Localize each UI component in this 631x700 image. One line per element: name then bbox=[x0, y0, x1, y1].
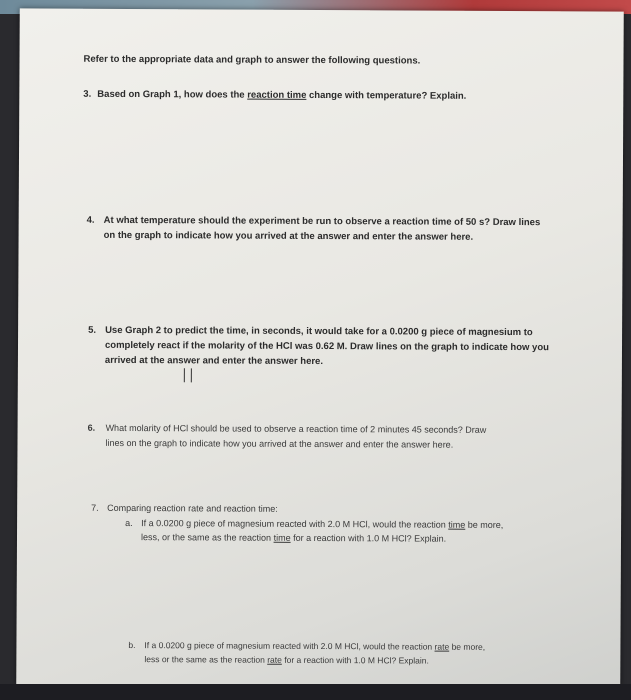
question-7b-line-1 bbox=[144, 639, 485, 654]
q7b-l1-underlined: rate bbox=[434, 641, 450, 652]
question-7a-line-2 bbox=[141, 531, 446, 546]
question-6-line-1: What molarity of HCl should be used to observe a reaction time of 2 minutes 45 seconds? Draw bbox=[105, 422, 487, 435]
q7b-l1-pre: If a 0.0200 g piece of magnesium reacted with 2.0 M HCl, would the reaction bbox=[144, 640, 433, 652]
intro-text: Refer to the appropriate data and graph to answer the following questions. bbox=[83, 53, 421, 67]
question-7b-line-2 bbox=[144, 653, 429, 667]
bottom-dark-edge bbox=[0, 684, 631, 700]
q7a-l1-post: be more, bbox=[467, 519, 504, 530]
question-3-text bbox=[97, 88, 466, 103]
question-7a-line-1 bbox=[141, 517, 503, 532]
question-5-line-1: Use Graph 2 to predict the time, in seconds, it would take for a 0.0200 g piece of magnesium to bbox=[105, 324, 533, 339]
q7a-l1-underlined: time bbox=[448, 519, 466, 530]
question-3-pre: Based on Graph 1, how does the bbox=[97, 88, 245, 101]
question-7-number: 7. bbox=[91, 502, 99, 513]
question-5-line-3: arrived at the answer and enter the answer here. bbox=[104, 354, 324, 368]
question-7a-label: a. bbox=[125, 517, 133, 529]
question-5-number: 5. bbox=[88, 324, 97, 336]
question-3-post: change with temperature? Explain. bbox=[308, 89, 467, 102]
text-cursor-icon bbox=[184, 368, 192, 382]
question-3-underlined: reaction time bbox=[247, 89, 307, 101]
q7b-l1-post: be more, bbox=[451, 641, 486, 652]
question-4-line-1: At what temperature should the experiment be run to observe a reaction time of 50 s? Draw lines bbox=[103, 214, 541, 229]
q7b-l2-underlined: rate bbox=[267, 654, 282, 665]
question-7-title: Comparing reaction rate and reaction time: bbox=[107, 502, 278, 514]
question-4-line-2: on the graph to indicate how you arrived at the answer and enter the answer here. bbox=[103, 229, 474, 243]
q7b-l2-post: for a reaction with 1.0 M HCl? Explain. bbox=[284, 654, 429, 666]
q7b-l2-pre: less or the same as the reaction bbox=[144, 654, 265, 665]
question-3-number: 3. bbox=[83, 88, 92, 100]
question-5-line-2: completely react if the molarity of the HCl was 0.62 M. Draw lines on the graph to indicate how you bbox=[104, 339, 549, 354]
question-6-line-2: lines on the graph to indicate how you arrived at the answer and enter the answer here. bbox=[105, 437, 454, 450]
q7a-l2-pre: less, or the same as the reaction bbox=[140, 532, 272, 543]
q7a-l2-post: for a reaction with 1.0 M HCl? Explain. bbox=[293, 532, 447, 544]
question-4-number: 4. bbox=[86, 214, 95, 226]
question-6-number: 6. bbox=[87, 422, 96, 433]
q7a-l1-pre: If a 0.0200 g piece of magnesium reacted with 2.0 M HCl, would the reaction bbox=[141, 518, 446, 530]
question-7b-label: b. bbox=[128, 640, 136, 651]
q7a-l2-underlined: time bbox=[273, 532, 291, 543]
worksheet-page bbox=[16, 8, 624, 687]
